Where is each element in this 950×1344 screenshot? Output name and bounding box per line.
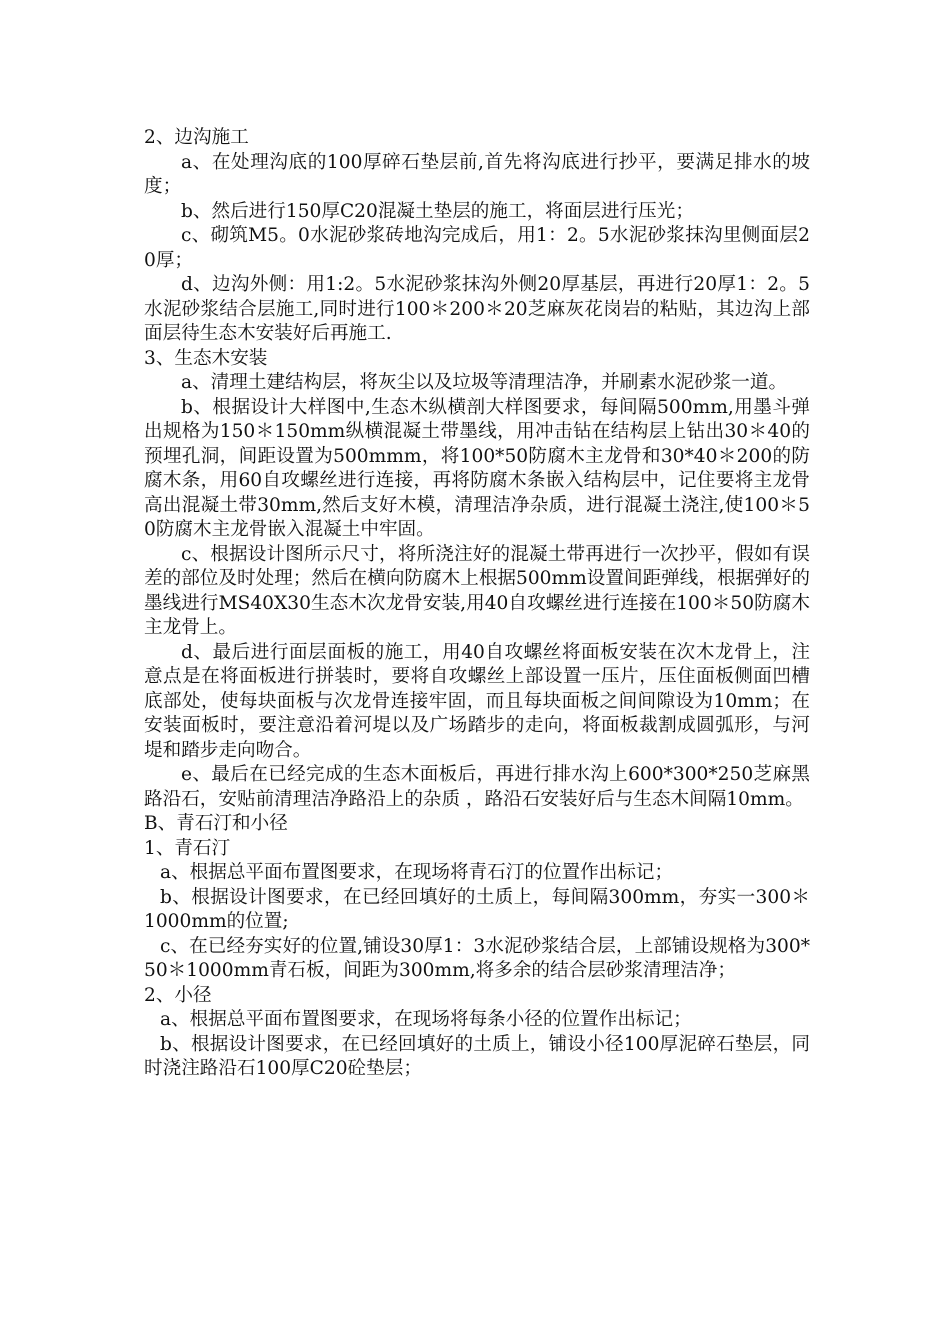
paragraph: b、然后进行150厚C20混凝土垫层的施工，将面层进行压光；: [181, 200, 694, 222]
paragraph: d、边沟外侧：用1:2。5水泥砂浆抹沟外侧20厚基层，再进行20厚1：2。5水泥砂浆结合层施工,同时进行100＊200＊20芝麻灰花岗岩的粘贴，其边沟上部面层待生态木安装好后再施工.: [144, 274, 810, 344]
section-heading-paths: 2、小径: [144, 984, 212, 1006]
section-heading-eco-wood: 3、生态木安装: [144, 347, 268, 369]
paragraph: c、砌筑M5。0水泥砂浆砖地沟完成后，用1：2。5水泥砂浆抹沟里侧面层20厚；: [144, 225, 810, 271]
paragraph: d、最后进行面层面板的施工，用40自攻螺丝将面板安装在次木龙骨上，注意点是在将面板进行拼装时，要将自攻螺丝上部设置一压片，压住面板侧面凹槽底部处，使每块面板与次龙骨连接牢固，而且每块面板之间间隙设为10mm；在安装面板时，要注意沿着河堤以及广场踏步的走向，将面板裁割成圆弧形，与河堤和踏步走向吻合。: [144, 641, 810, 761]
paragraph: c、在已经夯实好的位置,铺设30厚1：3水泥砂浆结合层，上部铺设规格为300*50＊1000mm青石板，间距为300mm,将多余的结合层砂浆清理洁净；: [144, 935, 810, 981]
section-heading-stepping-stones-and-paths: B、青石汀和小径: [144, 813, 288, 834]
paragraph: a、根据总平面布置图要求，在现场将青石汀的位置作出标记；: [160, 862, 674, 883]
section-heading-side-ditch: 2、边沟施工: [144, 127, 249, 148]
paragraph: e、最后在已经完成的生态木面板后，再进行排水沟上600*300*250芝麻黑路沿石，安贴前清理洁净路沿上的杂质 ，路沿石安装好后与生态木间隔10mm。: [144, 764, 810, 810]
document-body: [144, 126, 810, 1082]
paragraph: b、根据设计图要求，在已经回填好的土质上，每间隔300mm，夯实一300＊1000mm的位置;: [144, 886, 810, 932]
paragraph: b、根据设计图要求，在已经回填好的土质上，铺设小径100厚泥碎石垫层，同时浇注路沿石100厚C20砼垫层；: [144, 1033, 810, 1079]
section-heading-stepping-stones: 1、青石汀: [144, 837, 231, 859]
paragraph: a、清理土建结构层，将灰尘以及垃圾等清理洁净，并刷素水泥砂浆一道。: [181, 372, 788, 393]
paragraph: c、根据设计图所示尺寸，将所浇注好的混凝土带再进行一次抄平，假如有误差的部位及时处理；然后在横向防腐木上根据500mm设置间距弹线，根据弹好的墨线进行MS40X30生态木次龙骨安装,用40自攻螺丝进行连接在100＊50防腐木主龙骨上。: [144, 543, 810, 638]
paragraph: b、根据设计大样图中,生态木纵横剖大样图要求，每间隔500mm,用墨斗弹出规格为150＊150mm纵横混凝土带墨线，用冲击钻在结构层上钻出30＊40的预埋孔洞，间距设置为500mmm，将100*50防腐木主龙骨和30*40＊200的防腐木条，用60自攻螺丝进行连接，再将防腐木条嵌入结构层中，记住要将主龙骨高出混凝土带30mm,然后支好木模，清理洁净杂质，进行混凝土浇注,使100＊50防腐木主龙骨嵌入混凝土中牢固。: [144, 396, 810, 540]
paragraph: a、在处理沟底的100厚碎石垫层前,首先将沟底进行抄平，要满足排水的坡度；: [144, 151, 810, 197]
paragraph: a、根据总平面布置图要求，在现场将每条小径的位置作出标记；: [160, 1009, 692, 1030]
